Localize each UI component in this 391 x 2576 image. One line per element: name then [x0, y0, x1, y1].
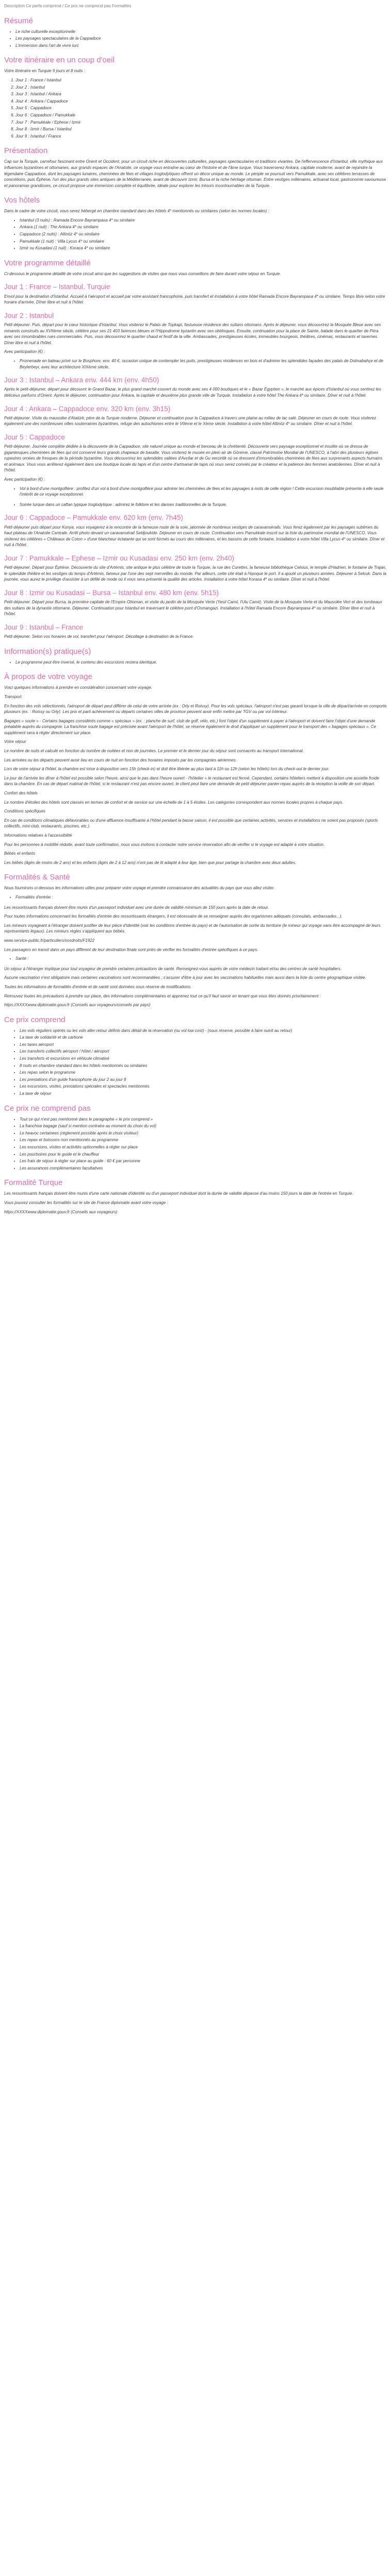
ne-comprend-list [20, 1116, 387, 1172]
day2-text: Petit-déjeuner. Puis, départ pour le cœur historique d'Istanbul. Vous visiterez le Palais de Topkapi, fastueuse résidence des sultans ottomans. Après le déjeuner, vous découvrirez la Mosquée Bleue avec ses minarets construits au XVIIème siècle, célèbre pour ses 21 403 faïences bleues et l'Hippodrome byzantin avec ses obélisques. Ensuite, continuation pour la place de Sainte, balade dans le quartier de Péra avec ses innombrables rues commerciales. Puis, vous découvrirez le quartier chaud et festif de la ville. Ambassades, prestigieuses écoles, immeubles bourgeois, théâtres, cinémas, restaurants et tavernes. Dîner libre et nuit à l'hôtel. [4, 323, 381, 345]
propos-paragraph: Bébés et enfants [4, 851, 36, 856]
sante-paragraph: Aucune vaccination n'est obligatoire mais certaines vaccinations sont recommandées ; s'assurer d'être à jour avec les vaccinations habituelles mais aussi dans la liste du centre géographique visitée. [4, 975, 366, 980]
formalite-turque-paragraph: Vous pouvez consulter les formalités sur le site de France diplomatie avant votre voyage : [4, 1200, 168, 1205]
sante-paragraph: Toutes les informations de formalités d'entrée et de santé sont données sous réserve de modifications. [4, 984, 192, 989]
presentation-text: Cap sur la Turquie, carrefour fascinant entre Orient et Occident, pour un circuit riche en découvertes culturelles, paysages spectaculaires et traditions vivantes. De l'effervescence d'Istanbul, ville mythique aux influences byzantines et ottomanes, aux grands espaces de l'Anatolie, ce voyage vous entraîne au cœur de l'histoire et de l'âme turque. Vous traverserez Ankara, capitale moderne, avant de rejoindre la légendaire Cappadoce, dont les paysages lunaires, cheminées de fées et villages troglodytiques offrent un décor unique au monde. Le périple se poursuit vers Pamukkale, avec ses célèbres terrasses de concrétions, puis Éphèse, l'un des plus grands sites antiques de la Méditerranée, avant de découvrir Izmir, Bursa et la riche héritage ottoman. Entre vestiges millénaires, artisanat local, gastronomie savoureuse et panoramas grandioses, ce circuit propose une immersion complète et équilibrée, idéale pour explorer les trésors incontournables de la Turquie. [4, 159, 386, 188]
comprend-list [20, 1028, 387, 1097]
day1-title: Jour 1 : France – Istanbul, Turquie [4, 283, 110, 291]
itinerary-day: 6. Jour 6 : Cappadoce / Pamukkale [15, 112, 387, 118]
propos-paragraph: Le jour de l'arrivée les dîner à l'hôtel est possible selon l'heure, ainsi que le pas dans l'heure ouvert - l'hôtelier « le restaurant est fermé. Cependant, certains hôteliers mettent à disposition une assiette froide dans la chambre. En cas de départ matinal de l'hôtel, si le restaurant n'est pas encore ouvert, le client peut faire une demande de petit-déjeuner panier-repas auprès de la réception la veille de son départ. [4, 775, 380, 787]
day3-title: Jour 3 : Istanbul – Ankara env. 444 km (env. 4h50) [4, 376, 159, 384]
formalite-turque-paragraph: Les ressortissants français doivent être munis d'une carte nationale d'identité ou d'un passeport individuel dont la durée de validité dépasse d'au moins 150 jours la date de l'entrée en Turquie. [4, 1191, 353, 1196]
propos-body [4, 694, 387, 866]
comprend-item: • Les vols réguliers opérés ou les vols aller-retour définis dans détail de la réservation (ou vol low cost) - (sous réserve, possible à faire suivit au retour) [20, 1028, 387, 1034]
day6-text: Petit-déjeuner puis départ pour Konya, vous voyagerez à la rencontre de la fameuse route de la soie, jalonnée de nombreux vestiges de caravansérails. Vous ferez également par les paysages sublimes du haut plateau de l'Anatolie Centrale. Arrêt photo devant un caravansérail Seldjoukide. Déjeuner en cours de route. Continuation vers Pamukkale inscrit sur la liste du patrimoine mondial de l'UNESCO. Vous visiterez les célèbres « Châteaux de Coton » d'une blancheur éclatante qui se sont formés au cours des millénaires, et les bassins de cette fontaine. Installation à votre hôtel Villa Lycus 4* ou similaire. Dîner et nuit à l'hôtel. [4, 524, 385, 548]
day2-title: Jour 2 : Istanbul [4, 311, 54, 319]
itinerary-list [15, 77, 387, 139]
hotels-title: Vos hôtels [4, 196, 40, 205]
programme-intro: Ci-dessous le programme détaillé de votre circuit ainsi que les suggestions de visites que nous vous conseillons de faire durant votre séjour en Turquie. [4, 271, 281, 276]
hotel-item: • Istanbul (3 nuits) : Ramada Encore Bayrampasa 4* ou similaire [20, 217, 387, 224]
ne-comprend-item: • Les pourboires pour le guide et le chauffeur [20, 1151, 387, 1158]
infos-title: Information(s) pratique(s) [4, 647, 91, 656]
ne-comprend-item: • Les repas et boissons non mentionnés au programme [20, 1137, 387, 1143]
propos-paragraph: Le nombre d'étoiles des hôtels sont classés en termes de confort et de service sur une échelle de 1 à 5 étoiles. Les catégories correspondent aux normes locales propres à chaque pays. [4, 800, 344, 805]
formalites-paragraph: Les passagers en transit dans un pays différent de leur destination finale sont priés de vérifier les formalités d'entrée spécifiques à ce pays. [4, 947, 258, 952]
day5-title: Jour 5 : Cappadoce [4, 433, 65, 441]
ne-comprend-item: • Les excursions, visites et activités optionnelles à régler sur place [20, 1144, 387, 1150]
comprend-item: • Les transferts collectifs aéroport / hôtel / aéroport [20, 1048, 387, 1055]
ne-comprend-item: • Les frais de séjour à régler sur place au guide : 60 € par personne [20, 1158, 387, 1164]
hotel-item: • Ankara (1 nuit) : The Ankara 4* ou similaire [20, 224, 387, 230]
day4-title: Jour 4 : Ankara – Cappadoce env. 320 km (env. 3h15) [4, 404, 171, 413]
resume-item: • Les paysages spectaculaires de la Cappadoce [15, 36, 387, 42]
propos-paragraph: Transport [4, 694, 22, 699]
sante-paragraph: Retrouvez toutes les précautions à prendre sur place, des informations complémentaires et apprenez tout ce qu'il faut savoir en tenant que vous êtes donnés prioritairement : [4, 993, 321, 998]
resume-item: • Le riche culturelle exceptionnelle [15, 29, 387, 35]
formalites-intro: Nous fournirons ci-dessous les informations utiles pour préparer votre voyage et prendre connaissance des actualités du pays que vous allez visiter. [4, 886, 275, 891]
day2-options [20, 358, 387, 370]
itinerary-day: 9. Jour 9 : Istanbul / France [15, 133, 387, 140]
propos-paragraph: Pour les personnes à mobilité réduite, avant toute confirmation, nous vous invitons à contacter notre service réservation afin de vérifier si le voyage est adapté à votre situation. [4, 842, 325, 847]
day8-title: Jour 8 : Izmir ou Kusadasi – Bursa – Istanbul env. 480 km (env. 5h15) [4, 588, 219, 597]
comprend-item: • La taxe de séjour [20, 1091, 387, 1097]
options-label: Avec participation (€) : [4, 477, 45, 482]
ne-comprend-item: • Le heavoc certainees (règlement possible après le choix visiteur) [20, 1130, 387, 1137]
day4-text: Petit-déjeuner. Visite du mausolée d'Atatürk, père de la Turquie moderne. Déjeuner et continuation pour la Cappadoce à travers une plaine au milieu de lac salé. Déjeuner en cours de route. Vous visiterez également une des nombreuses villes souterraines byzantines, refuge des autochtones entre le VIIème et le Xème siècle. Installation à votre hôtel Altinöz 4* ou similaire. Dîner et nuit à l'hôtel. [4, 415, 377, 427]
hotel-item: • Cappadoce (2 nuits) : Altinöz 4* ou similaire [20, 231, 387, 238]
resume-item: • L'immersion dans l'art de vivre turc [15, 43, 387, 49]
propos-paragraph: Les arrivées ou les départs peuvent avoir lieu en cours de nuit en fonction des horaires imposés par les compagnies aériennes. [4, 757, 237, 762]
propos-paragraph: Informations relatives à l'accessibilité [4, 833, 72, 838]
itinerary-day: 8. Jour 8 : Izmir / Bursa / Istanbul [15, 126, 387, 132]
itinerary-day: 2. Jour 2 : Istanbul [15, 84, 387, 91]
propos-paragraph: Les bébés (âgés de moins de 2 ans) et les enfants (âgés de 2 à 12 ans) n'ont pas de lit adapté à leur âge, bien que pour partage la chambre avec deux adultes. [4, 860, 297, 865]
itinerary-day: 5. Jour 5 : Cappadoce [15, 105, 387, 111]
ne-comprend-item: • La franchise bagage (sauf si mention contraire au moment du choix du vol) [20, 1123, 387, 1129]
sante-paragraph: Un séjour à l'étranger implique pour tout voyageur de prendre certaines précautions de santé. Renseignez-vous auprès de votre médecin traitant et/ou des centres de santé hospitaliers. [4, 966, 341, 971]
formalites-paragraph: Les mineurs voyageant à l'étranger doivent justifier de leur pièce d'identité (voir les conditions d'entrée du pays) et de l'autorisation de sortie du territoire (le mineur qui voyage sans être accompagné de leurs représentants légaux). Les mineurs règles s'appliquent aux bébés. [4, 923, 381, 934]
day1-text: Envol pour la destination d'Istanbul. Accueil à l'aéroport et accueil par votre assistant francophone, puis transfert et installation à votre hôtel Ramada Encore Bayrampasa 4* ou similaire. Temps libre selon votre horaire d'arrivée. Dîner libre et nuit à l'hôtel. [4, 294, 385, 305]
options-label: Avec participation (€) : [4, 349, 45, 354]
itinerary-subtitle: Votre itinéraire en Turquie 9 jours et 8 nuits : [4, 69, 85, 74]
day8-text: Petit-déjeuner. Départ pour Bursa, la première capitale de l'Empire Ottoman, et visite du jardin de la Mosquée Verte (Yesil Camii, l'Ulu Camii). Visite de la Mosquée Verte et du Mausolée Vert et des tombeaux des sultans de la dynastie ottomane. Déjeuner. Continuation pour Istanbul en traversant le célèbre pont d'Osmangazi. Installation à l'hôtel Ramada Encore Bayrampasa 4* ou similaire. Dîner libre et nuit à l'hôtel. [4, 600, 382, 617]
day6-title: Jour 6 : Cappadoce – Pamukkale env. 620 km (env. 7h45) [4, 514, 183, 522]
comprend-item: • Les transferts et excursions en véhicule climatisé [20, 1056, 387, 1062]
hotel-item: • Pamukkale (1 nuit) : Villa Lycus 4* ou similaire [20, 239, 387, 245]
page [0, 0, 391, 1223]
formalites-title: Formalités & Santé [4, 873, 70, 882]
resume-list [15, 29, 387, 49]
formalites-paragraph: Les ressortissants français doivent être munis d'un passeport individuel avec une durée de validité minimum de 150 jours après la date de retour. [4, 905, 269, 910]
propos-paragraph: Confort des hôtels [4, 791, 38, 796]
day7-text: Petit-déjeuner. Départ pour Éphèse. Découverte du site d'Artémis, site antique le plus célèbre de toute la Turquie, la rue des Curettes, la fameuse bibliothèque Celsius, le temple d'Hadrien, le fontaine de Trajan, le splendide théâtre et les vestiges du temps d'Artémis, fameux par l'une des sept merveilles du monde. Par ailleurs, cette cité était à l'époque le port. Il a ajouté un plusieurs années. Déjeuner à Selcuk. Dans la journée, vous aurez le privilège d'assister à un défilé de mode où il vous sera présenté la qualité des articles. Installation à votre hôtel Korasa 4* ou similaire. Dîner et nuit à l'hôtel. [4, 565, 387, 582]
presentation-title: Présentation [4, 146, 48, 156]
comprend-item: • Les repas selon le programme [20, 1070, 387, 1076]
propos-intro: Voici quelques informations à prendre en considération concernant votre voyage. [4, 685, 152, 690]
propos-paragraph: En fonction des vols sélectionnés, l'aéroport de départ peut différer de celui de votre arrivée (ex : Orly et Roissy). Pour les vols spéciaux, l'aéroport n'est pas garanti lorsque la ville de départ/arrivée en comporte plusieurs (ex. : Roissy ou Orly). Les prix et parti achèvement ou départs certaines villes de province peuvent avoir enfin mettre par TGV ou par vol intérieur. [4, 703, 387, 715]
comprend-title: Ce prix comprend [4, 1015, 66, 1024]
itinerary-day: 3. Jour 3 : Istanbul / Ankara [15, 91, 387, 97]
hotels-intro: Dans le cadre de votre circuit, vous serez hébergé en chambre standard dans des hôtels 4* mentionnés ou similaires (selon les normes locales) : [4, 209, 270, 214]
formalites-paragraph: Pour toutes informations concernant les formalités d'entrée des ressortissants étrangers, il est nécessaire de se renseigner auprès des organismes adéquats (consulats, ambassades...). [4, 914, 343, 919]
comprend-item: • Les prestations d'un guide francophone du jour 2 au jour 8 [20, 1077, 387, 1083]
ne-comprend-item: • Les assurances complémentaires facultatives [20, 1165, 387, 1172]
formalite-turque-link[interactable]: https://XXXXwww.diplomatie.gouv.fr (Conseils aux voyageurs) [4, 1209, 118, 1214]
day7-title: Jour 7 : Pamukkale – Ephese – Izmir ou Kusadasi env. 250 km (env. 2h40) [4, 554, 234, 562]
propos-paragraph: Lors de votre séjour à l'hôtel, la chambre est mise à disposition vers 15h (check-in) et doit être libérée au plus tard à 11h ou 12h (selon les hôtels) lors du check-out le dernier jour. [4, 767, 330, 772]
comprend-item: • La taxe de solidarité et de carbone [20, 1035, 387, 1041]
ne-comprend-item: • Tout ce qui n'est pas mentionné dans le paragraphe « le prix comprend » [20, 1116, 387, 1123]
formalites-link[interactable]: www.service-public.fr/particuliers/vosdroits/F1922 [4, 938, 95, 943]
hotel-item: • Izmir ou Kusadasi (1 nuit) : Koraca 4* ou similaire [20, 245, 387, 251]
propos-paragraph: Conditions spécifiques [4, 809, 46, 814]
ne-comprend-title: Ce prix ne comprend pas [4, 1104, 91, 1113]
propos-paragraph: Bagages « soute » - Certains bagages considérés comme « spéciaux » (ex. : planche de surf, club de golf, vélo, etc.) font l'objet d'un supplément à payer à l'aéroport et doivent faire l'objet d'une demande préalable auprès du compagnie. La franchise soute bagage est précisée avant l'aéroport de l'hôtel, se réserve également le droit d'appliquer un supplément pour le transport des « bagages spéciaux ». Ce supplément sera à régler directement sur place. [4, 718, 377, 735]
itinerary-day: 4. Jour 4 : Ankara / Cappadoce [15, 98, 387, 105]
propos-paragraph: Le nombre de nuits et calculé en fonction du nombre de nuitées et non de journées. Le premier et le dernier jour du séjour sont consacrés au transport international. [4, 749, 304, 754]
sante-bullet: • Santé : [15, 956, 387, 962]
option-item: • Promenade en bateau privé sur le Bosphore, env. 40 €, occasion unique de contempler les puits, prestigieuses résidences en bois et d'admirer les splendides façades des palais de Dolmabahçe et de Beylerbeyi, avec leur architecture XIXème siècle. [20, 358, 387, 370]
comprend-item: • Les taxes aéroport [20, 1042, 387, 1048]
formalites-bullet-list [15, 894, 387, 901]
itinerary-title: Votre itinéraire en un coup d'oeil [4, 56, 115, 65]
propos-title: À propos de votre voyage [4, 672, 92, 682]
comprend-item: • 8 nuits en chambre standard dans les hôtels mentionnés ou similaires [20, 1063, 387, 1069]
option-item: • Soirée turque dans un caftan typique troglodytique : admirez le folklore et les danses traditionnelles de la Turquie. [20, 502, 387, 508]
day3-text: Après le petit-déjeuner, départ pour découvrir le Grand Bazar, le plus grand marché couvert du monde avec ses 4 000 boutiques et le « Bazar Égyptien », le marché aux épices d'Istanbul où vous sentirez les délicieux parfums d'Orient. Après le déjeuner, continuation pour Ankara, la capitale et deuxième plus grande ville de Turquie. Installation à votre hôtel The Ankara 4* ou similaire. Dîner et nuit à l'hôtel. [4, 387, 381, 398]
infos-list [15, 659, 387, 666]
formalites-bullet: • Formalités d'entrée : [15, 894, 387, 901]
sante-bullet-list [15, 956, 387, 962]
info-item: • Le programme peut être inversé, le contenu des excursions restera identique. [15, 659, 387, 666]
hotels-list [20, 217, 387, 251]
day9-text: Petit-déjeuner. Selon vos horaires de vol, transfert pour l'aéroport. Décollage à destination de la France. [4, 634, 194, 639]
day9-title: Jour 9 : Istanbul – France [4, 623, 84, 631]
sante-link[interactable]: https://XXXXwww.diplomatie.gouv.fr (Conseils aux voyageurs/conseils par pays) [4, 1003, 151, 1008]
itinerary-day: 7. Jour 7 : Pamukkale / Ephese / Izmir [15, 120, 387, 126]
formalite-turque-title: Formalité Turque [4, 1178, 63, 1188]
resume-title: Résumé [4, 16, 33, 25]
programme-title: Votre programme détaillé [4, 258, 91, 267]
option-item: • Vol à bord d'une montgolfière : profitez d'un vol à bord d'une montgolfière pour admirer les cheminées de fées et les paysages à mots de celle région ! Cette excursion inoubliable présente à elle seule l'intérêt de ce voyage exceptionnel. [20, 486, 387, 498]
day5-options [20, 486, 387, 508]
comprend-item: • Les excursions, visites, prestations spéciales et spectacles mentionnés [20, 1083, 387, 1090]
propos-paragraph: Votre séjour [4, 739, 26, 744]
propos-paragraph: En cas de conditions climatiques défavorables ou d'une affluence insuffisante à l'hôtel pendant la basse saison, il est possible que certaines activités, services et installations ne soient pas proposés (sports collectifs, mini-club, restaurants, piscines, etc.). [4, 818, 378, 829]
day5-text: Petit-déjeuner. Journée complète dédiée à la découverte de la Cappadoce, site naturel unique au monde et berceau de la chrétienté. Découverte vers paysage exceptionnel et insolite où se dressa de gigantesques cheminées de fées qui ont conservé leurs grands chapeaux de basalte. Vous visiterez le musée en plein air de Göreme, classé Patrimoine Mondial de l'UNESCO, à l'abri des plusieurs églises rupestres ornées de fresques de la période byzantine. Vous découvrirez les splendides vallées d'Avcilar et de Gu vercinlik où se dressent d'innombrables cheminées de fées aux surprenants aspects humains et animaux. Vous vous arrêterez également dans une boutique locale du tapis et d'un centre d'artisanat de tapis où vous serez conviés par le créateur et la patience des femmes anatoliennes. Dîner et nuit à l'hôtel. [4, 444, 383, 473]
top-line: Description Ce parfa comprend / Ce prix ne comprend pas Formalités [4, 4, 132, 8]
itinerary-day: 1. Jour 1 : France / Istanbul [15, 77, 387, 83]
